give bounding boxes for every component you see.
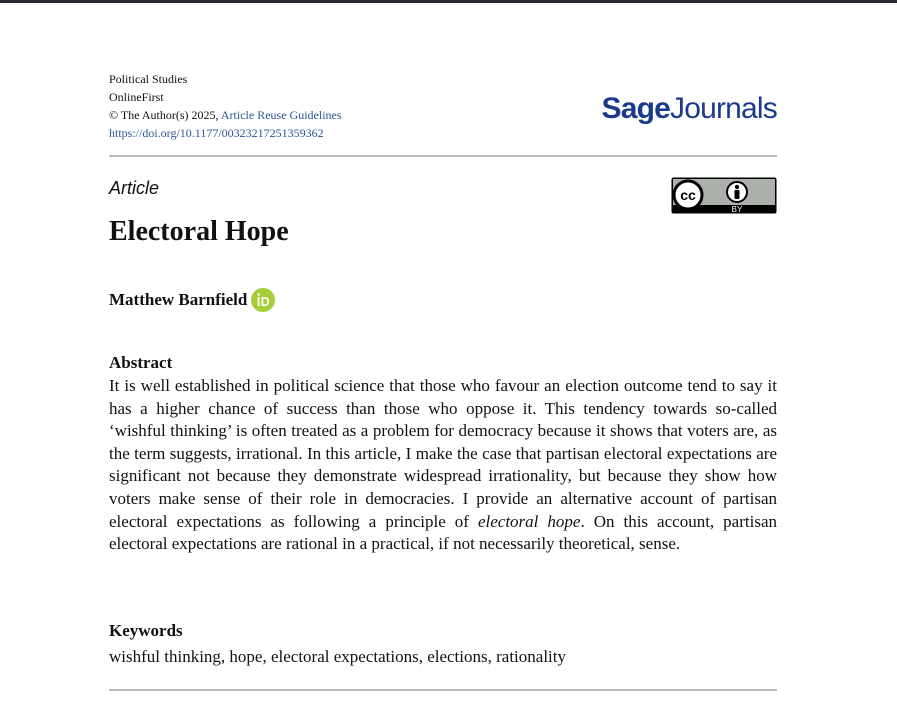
article-title: Electoral Hope: [109, 216, 289, 247]
orcid-dot: [258, 293, 260, 295]
copyright-text: © The Author(s) 2025,: [109, 108, 221, 122]
logo-sage-text: Sage: [601, 92, 670, 125]
abstract-heading: Abstract: [109, 353, 173, 372]
author-line: [109, 288, 275, 312]
abstract-text: [109, 375, 777, 556]
orcid-i-stem: [258, 297, 260, 306]
logo-journals-text: Journals: [670, 92, 777, 125]
reuse-guidelines-link[interactable]: Article Reuse Guidelines: [220, 108, 342, 122]
publication-status: OnlineFirst: [109, 90, 164, 104]
abstract-text-part-2: . On this account, partisan electoral expectations are rational in a practical, if not necessarily theoretical, sense.: [109, 511, 777, 554]
article-type-label: Article: [109, 178, 160, 198]
doi-link[interactable]: https://doi.org/10.1177/00323217251359362: [109, 126, 324, 140]
footer-divider: [109, 689, 777, 691]
copyright-line: [109, 106, 342, 124]
cc-letters: cc: [680, 187, 696, 203]
author-name[interactable]: Matthew Barnfield: [109, 290, 248, 309]
cc-by-license-icon[interactable]: [671, 177, 777, 214]
person-body: [735, 190, 740, 199]
keywords-list: wishful thinking, hope, electoral expectations, elections, rationality: [109, 647, 566, 666]
window-top-bar: [0, 0, 897, 3]
person-head: [735, 185, 739, 189]
journal-meta: [109, 70, 342, 142]
by-label: BY: [731, 205, 743, 214]
keywords-heading: Keywords: [109, 621, 183, 640]
sage-journals-logo[interactable]: [601, 91, 777, 127]
journal-name: Political Studies: [109, 72, 188, 86]
abstract-text-part-1: It is well established in political science that those who favour an election outcome tend to say it has a higher chance of success than those who oppose it. This tendency towards so-called ‘wishful thinking’ is often treated as a problem for democracy because it shows that voters are, as the term suggests, irrational. In this article, I make the case that partisan electoral expectations are significant not because they demonstrate widespread irrationality, but because they show how voters make sense of their role in democracies. I provide an alternative account of partisan electoral expectations as following a principle of: [109, 376, 777, 531]
abstract-emphasis: electoral hope: [477, 511, 581, 531]
header-divider: [109, 155, 777, 157]
orcid-icon[interactable]: [251, 288, 275, 312]
